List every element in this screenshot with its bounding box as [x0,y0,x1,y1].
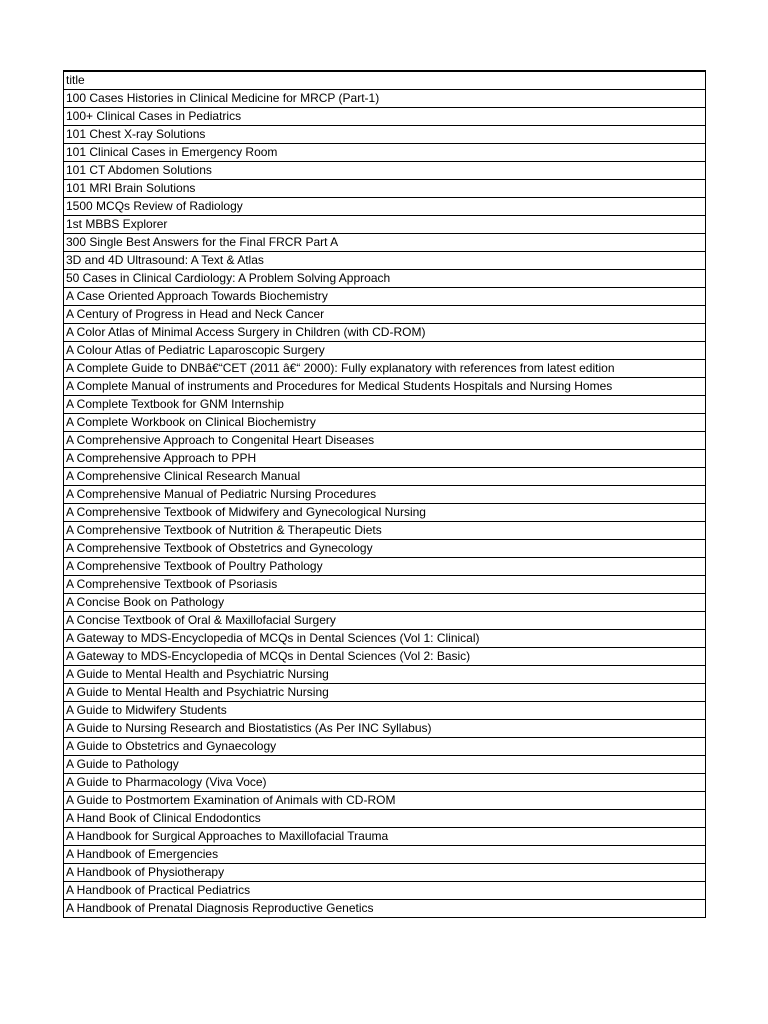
table-row [64,378,706,396]
table-row [64,198,706,216]
table-cell-title: A Comprehensive Textbook of Obstetrics and Gynecology [64,540,706,558]
table-cell-title: A Complete Workbook on Clinical Biochemistry [64,414,706,432]
table-row [64,126,706,144]
table-cell-title: 100+ Clinical Cases in Pediatrics [64,108,706,126]
table-cell-title: A Comprehensive Textbook of Poultry Pathology [64,558,706,576]
table-row [64,900,706,918]
table-cell-title: 100 Cases Histories in Clinical Medicine for MRCP (Part-1) [64,90,706,108]
table-row [64,504,706,522]
table-row [64,756,706,774]
table-cell-title: A Color Atlas of Minimal Access Surgery in Children (with CD-ROM) [64,324,706,342]
table-header-cell: title [64,71,706,90]
table-row [64,810,706,828]
table-row [64,576,706,594]
table-row [64,648,706,666]
table-cell-title: A Comprehensive Textbook of Midwifery and Gynecological Nursing [64,504,706,522]
table-cell-title: 50 Cases in Clinical Cardiology: A Problem Solving Approach [64,270,706,288]
table-row [64,90,706,108]
table-row [64,630,706,648]
table-cell-title: A Handbook of Practical Pediatrics [64,882,706,900]
table-cell-title: A Gateway to MDS-Encyclopedia of MCQs in Dental Sciences (Vol 1: Clinical) [64,630,706,648]
table-row [64,594,706,612]
table-row [64,882,706,900]
table-cell-title: 101 Clinical Cases in Emergency Room [64,144,706,162]
table-row [64,612,706,630]
table-row [64,792,706,810]
table-row [64,108,706,126]
table-cell-title: A Complete Guide to DNBâ€“CET (2011 â€“ 2000): Fully explanatory with references from latest edition [64,360,706,378]
table-row [64,702,706,720]
table-row [64,162,706,180]
table-cell-title: A Handbook of Prenatal Diagnosis Reproductive Genetics [64,900,706,918]
table-row [64,450,706,468]
table-cell-title: A Comprehensive Textbook of Psoriasis [64,576,706,594]
table-cell-title: A Comprehensive Textbook of Nutrition & Therapeutic Diets [64,522,706,540]
table-cell-title: A Comprehensive Clinical Research Manual [64,468,706,486]
table-cell-title: A Handbook of Emergencies [64,846,706,864]
table-row [64,684,706,702]
table-cell-title: A Case Oriented Approach Towards Biochemistry [64,288,706,306]
table-row [64,270,706,288]
book-title-table [63,70,706,918]
table-cell-title: A Comprehensive Manual of Pediatric Nursing Procedures [64,486,706,504]
table-row [64,216,706,234]
table-cell-title: 101 MRI Brain Solutions [64,180,706,198]
table-cell-title: A Complete Manual of instruments and Procedures for Medical Students Hospitals and Nursing Homes [64,378,706,396]
table-cell-title: A Comprehensive Approach to Congenital Heart Diseases [64,432,706,450]
table-cell-title: A Complete Textbook for GNM Internship [64,396,706,414]
table-cell-title: 300 Single Best Answers for the Final FRCR Part A [64,234,706,252]
table-row [64,180,706,198]
table-cell-title: A Handbook of Physiotherapy [64,864,706,882]
table-cell-title: 101 Chest X-ray Solutions [64,126,706,144]
table-row [64,828,706,846]
table-row [64,144,706,162]
table-row [64,864,706,882]
table-row [64,666,706,684]
table-row [64,306,706,324]
table-cell-title: A Concise Textbook of Oral & Maxillofacial Surgery [64,612,706,630]
table-row [64,432,706,450]
table-row [64,540,706,558]
table-row [64,720,706,738]
table-cell-title: A Guide to Nursing Research and Biostatistics (As Per INC Syllabus) [64,720,706,738]
table-cell-title: A Guide to Obstetrics and Gynaecology [64,738,706,756]
table-cell-title: A Guide to Postmortem Examination of Animals with CD-ROM [64,792,706,810]
table-cell-title: A Concise Book on Pathology [64,594,706,612]
table-cell-title: A Guide to Pharmacology (Viva Voce) [64,774,706,792]
table-cell-title: A Comprehensive Approach to PPH [64,450,706,468]
table-header-row [64,71,706,90]
table-row [64,774,706,792]
table-cell-title: A Guide to Pathology [64,756,706,774]
table-row [64,252,706,270]
table-cell-title: A Guide to Mental Health and Psychiatric Nursing [64,684,706,702]
table-cell-title: 3D and 4D Ultrasound: A Text & Atlas [64,252,706,270]
table-cell-title: A Century of Progress in Head and Neck Cancer [64,306,706,324]
table-row [64,234,706,252]
table-row [64,558,706,576]
table-row [64,324,706,342]
table-row [64,288,706,306]
table-cell-title: 1st MBBS Explorer [64,216,706,234]
table-cell-title: A Colour Atlas of Pediatric Laparoscopic Surgery [64,342,706,360]
table-cell-title: A Hand Book of Clinical Endodontics [64,810,706,828]
table-cell-title: A Guide to Mental Health and Psychiatric Nursing [64,666,706,684]
table-cell-title: A Gateway to MDS-Encyclopedia of MCQs in Dental Sciences (Vol 2: Basic) [64,648,706,666]
table-row [64,360,706,378]
table-row [64,522,706,540]
table-row [64,486,706,504]
table-row [64,738,706,756]
table-cell-title: A Handbook for Surgical Approaches to Maxillofacial Trauma [64,828,706,846]
table-row [64,414,706,432]
table-row [64,342,706,360]
table-row [64,468,706,486]
table-row [64,846,706,864]
table-cell-title: 1500 MCQs Review of Radiology [64,198,706,216]
table-body [64,71,706,918]
table-cell-title: 101 CT Abdomen Solutions [64,162,706,180]
table-row [64,396,706,414]
table-cell-title: A Guide to Midwifery Students [64,702,706,720]
